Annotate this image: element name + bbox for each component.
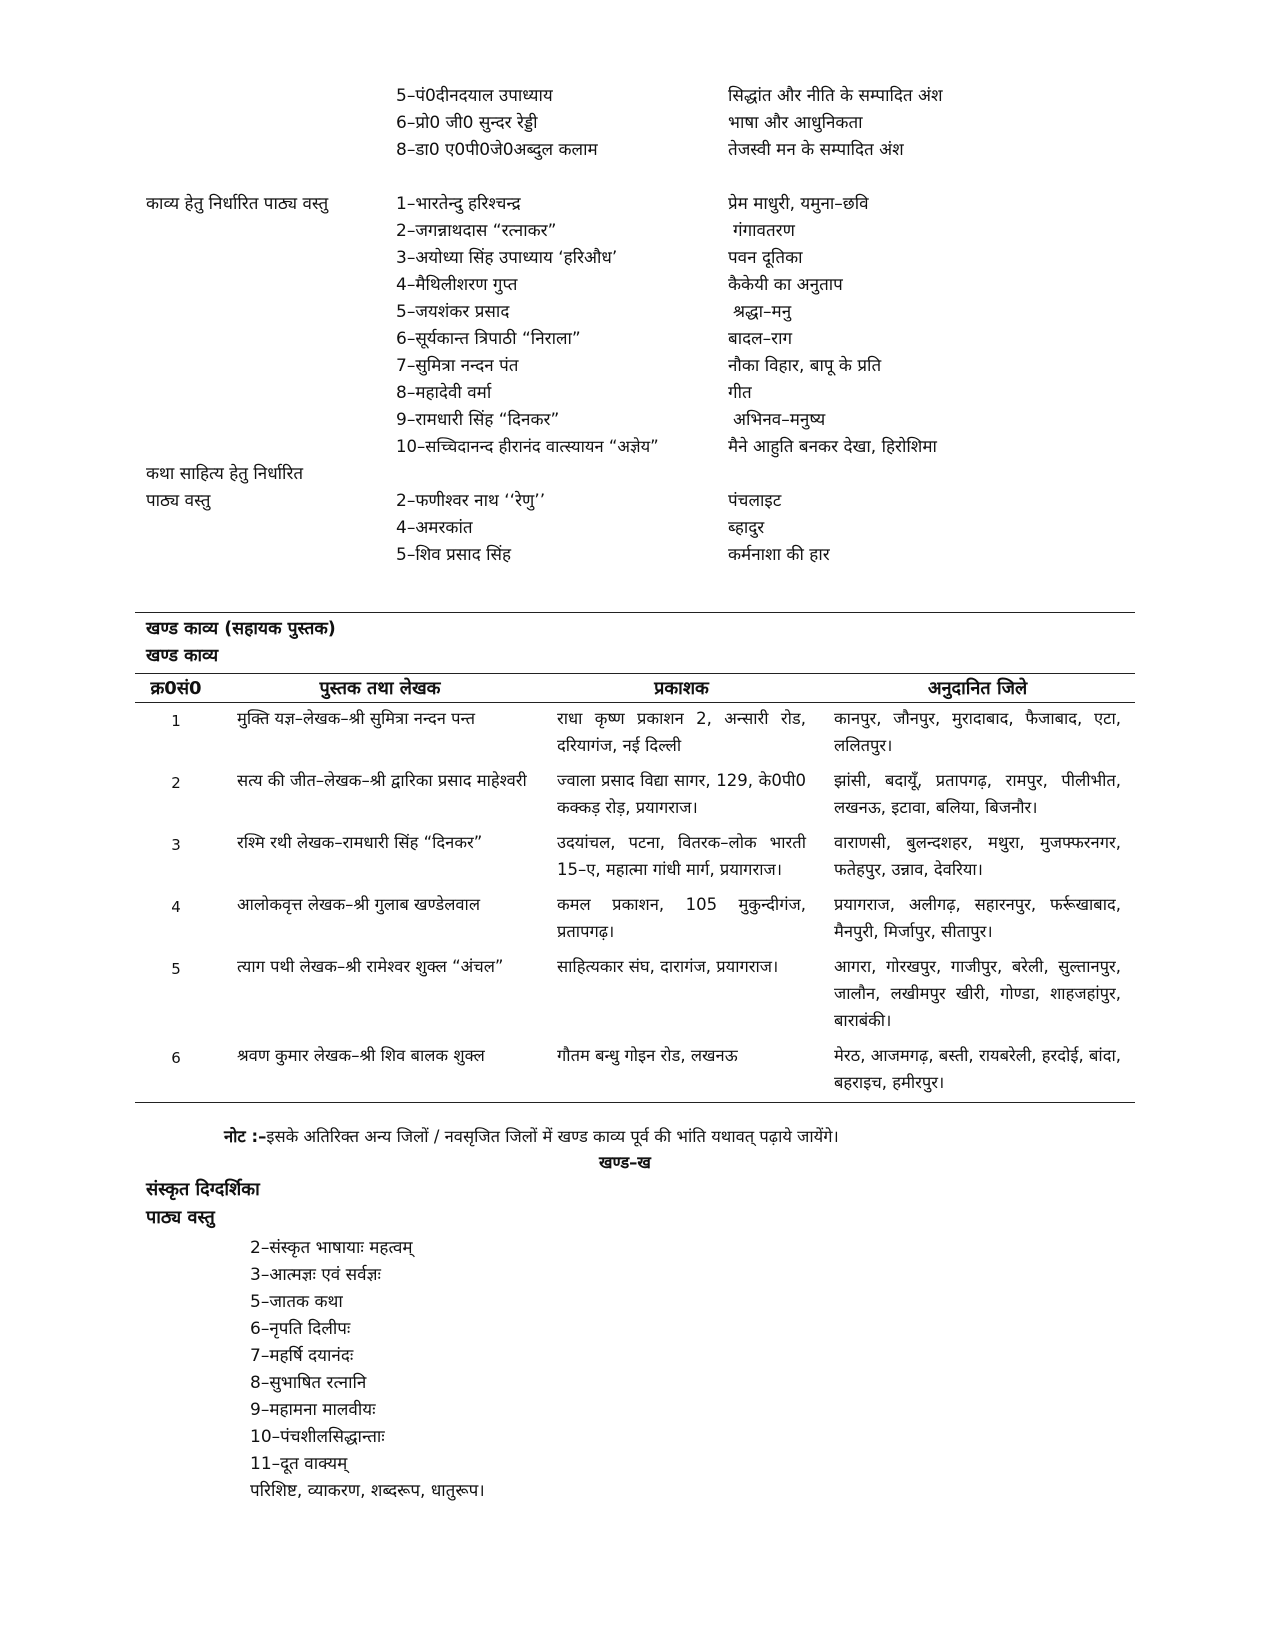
kavya-work: मैने आहुति बनकर देखा, हिरोशिमा: [728, 437, 937, 457]
column-header: क्र0सं0: [135, 674, 217, 703]
kavya-author: 10–सच्चिदानन्द हीरानंद वात्स्यायन “अज्ञेय”: [396, 437, 659, 456]
book-cell: मुक्ति यज्ञ–लेखक–श्री सुमित्रा नन्दन पन्त: [237, 709, 476, 728]
katha-author: 5–शिव प्रसाद सिंह: [396, 545, 512, 565]
kavya-author: 2–जगन्नाथदास “रत्नाकर”: [396, 221, 557, 241]
row-number: 2: [171, 774, 181, 792]
book-cell: त्याग पथी लेखक–श्री रामेश्वर शुक्ल “अंचल”: [237, 957, 504, 976]
table-row: [135, 765, 1135, 827]
kavya-heading: काव्य हेतु निर्धारित पाठ्य वस्तु: [146, 194, 329, 214]
table-row: [135, 951, 1135, 1040]
kavya-work: नौका विहार, बापू के प्रति: [728, 356, 882, 376]
book-cell: सत्य की जीत–लेखक–श्री द्वारिका प्रसाद माहेश्वरी: [237, 771, 527, 790]
table-row: [135, 889, 1135, 951]
katha-heading: पाठ्य वस्तु: [146, 491, 211, 511]
list-item: 11–दूत वाक्यम्: [250, 1454, 348, 1474]
katha-work: ब्हादुर: [728, 518, 765, 538]
katha-author: 4–अमरकांत: [396, 518, 473, 538]
kavya-author: 3–अयोध्या सिंह उपाध्याय ‘हरिऔध’: [396, 248, 618, 268]
kavya-work: श्रद्धा–मनु: [733, 302, 792, 322]
publisher-cell: उदयांचल, पटना, वितरक–लोक भारती 15–ए, महात्मा गांधी मार्ग, प्रयागराज।: [557, 833, 806, 879]
subject-heading: संस्कृत दिग्दर्शिका: [146, 1179, 260, 1200]
districts-cell: मेरठ, आजमगढ़, बस्ती, रायबरेली, हरदोई, बांदा, बहराइच, हमीरपुर।: [820, 1040, 1135, 1103]
table-header-row: [135, 674, 1135, 703]
gadya-work: सिद्धांत और नीति के सम्पादित अंश: [728, 86, 943, 106]
katha-author: 2–फणीश्वर नाथ ‘‘रेणु’’: [396, 491, 546, 511]
kavya-author: 7–सुमित्रा नन्दन पंत: [396, 356, 519, 376]
districts-cell: वाराणसी, बुलन्दशहर, मथुरा, मुजफ्फरनगर, फतेहपुर, उन्नाव, देवरिया।: [834, 833, 1121, 879]
row-number: 5: [171, 960, 181, 978]
kavya-work: अभिनव–मनुष्य: [733, 410, 826, 430]
book-cell: रश्मि रथी लेखक–रामधारी सिंह “दिनकर”: [237, 833, 483, 852]
row-number: 3: [171, 836, 181, 854]
list-item: 2–संस्कृत भाषायाः महत्वम्: [250, 1238, 413, 1258]
kavya-work: पवन दूतिका: [728, 248, 803, 268]
kavya-author: 6–सूर्यकान्त त्रिपाठी “निराला”: [396, 329, 581, 349]
note: [224, 1124, 839, 1147]
row-number: 4: [171, 898, 181, 916]
row-number: 1: [171, 712, 181, 730]
districts-cell: कानपुर, जौनपुर, मुरादाबाद, फैजाबाद, एटा, ललितपुर।: [834, 709, 1121, 755]
gadya-author: 8–डा0 ए0पी0जे0अब्दुल कलाम: [396, 140, 598, 160]
districts-cell: प्रयागराज, अलीगढ़, सहारनपुर, फर्रूखाबाद, मैनपुरी, मिर्जापुर, सीतापुर।: [834, 895, 1121, 941]
kavya-author: 1–भारतेन्दु हरिश्चन्द्र: [396, 194, 521, 214]
gadya-author: 6–प्रो0 जी0 सुन्दर रेड्डी: [396, 113, 538, 133]
list-item: 3–आत्मज्ञः एवं सर्वज्ञः: [250, 1265, 381, 1285]
publisher-cell: ज्वाला प्रसाद विद्या सागर, 129, के0पी0 कक्कड़ रोड़, प्रयागराज।: [557, 771, 806, 817]
gadya-work: भाषा और आधुनिकता: [728, 113, 863, 133]
kavya-work: कैकेयी का अनुताप: [728, 275, 843, 295]
publisher-cell: गौतम बन्धु गोइन रोड, लखनऊ: [543, 1040, 820, 1103]
khand-kavya-title: खण्ड काव्य (सहायक पुस्तक): [146, 619, 336, 639]
katha-heading: कथा साहित्य हेतु निर्धारित: [146, 464, 304, 484]
list-item: 6–नृपति दिलीपः: [250, 1319, 351, 1339]
kavya-author: 9–रामधारी सिंह “दिनकर”: [396, 410, 560, 430]
publisher-cell: साहित्यकार संघ, दारागंज, प्रयागराज।: [557, 957, 779, 976]
katha-work: पंचलाइट: [728, 491, 782, 511]
list-item: 7–महर्षि दयानंदः: [250, 1346, 354, 1366]
table-row: [135, 1040, 1135, 1103]
list-item: परिशिष्ट, व्याकरण, शब्दरूप, धातुरूप।: [250, 1481, 485, 1501]
kavya-work: बादल–राग: [728, 329, 793, 349]
khand-kavya-table: [135, 673, 1135, 1103]
katha-work: कर्मनाशा की हार: [728, 545, 830, 565]
section-title: खण्ड–ख: [599, 1153, 651, 1172]
note-label: नोट :–: [224, 1127, 267, 1146]
districts-cell: झांसी, बदायूँ, प्रतापगढ़, रामपुर, पीलीभीत, लखनऊ, इटावा, बलिया, बिजनौर।: [834, 771, 1121, 817]
publisher-cell: कमल प्रकाशन, 105 मुकुन्दीगंज, प्रतापगढ़।: [557, 895, 806, 941]
publisher-cell: राधा कृष्ण प्रकाशन 2, अन्सारी रोड, दरियागंज, नई दिल्ली: [557, 709, 806, 755]
districts-cell: आगरा, गोरखपुर, गाजीपुर, बरेली, सुल्तानपुर, जालौन, लखीमपुर खीरी, गोण्डा, शाहजहांपुर, बाराबंकी।: [834, 957, 1121, 1030]
book-cell: आलोकवृत्त लेखक–श्री गुलाब खण्डेलवाल: [237, 895, 481, 914]
kavya-author: 8–महादेवी वर्मा: [396, 383, 492, 403]
list-item: 9–महामना मालवीयः: [250, 1400, 376, 1420]
column-header: अनुदानित जिले: [820, 674, 1135, 703]
kavya-work: गीत: [728, 383, 752, 403]
list-item: 10–पंचशीलसिद्धान्ताः: [250, 1427, 385, 1447]
book-cell: श्रवण कुमार लेखक–श्री शिव बालक शुक्ल: [217, 1040, 543, 1103]
note-text: इसके अतिरिक्त अन्य जिलों / नवसृजित जिलों में खण्ड काव्य पूर्व की भांति यथावत् पढ़ाये जायेंगे।: [266, 1127, 839, 1146]
kavya-work: प्रेम माधुरी, यमुना–छवि: [728, 194, 869, 214]
list-item: 8–सुभाषित रत्नानि: [250, 1373, 367, 1393]
kavya-work: गंगावतरण: [733, 221, 795, 241]
gadya-work: तेजस्वी मन के सम्पादित अंश: [728, 140, 904, 160]
khand-kavya-subtitle: खण्ड काव्य: [146, 646, 219, 666]
column-header: पुस्तक तथा लेखक: [217, 674, 543, 703]
kavya-author: 4–मैथिलीशरण गुप्त: [396, 275, 518, 295]
list-item: 5–जातक कथा: [250, 1292, 343, 1312]
gadya-author: 5–पं0दीनदयाल उपाध्याय: [396, 86, 553, 106]
table-row: [135, 827, 1135, 889]
row-number: 6: [135, 1040, 217, 1103]
divider: [135, 612, 1135, 613]
table-row: [135, 703, 1135, 766]
kavya-author: 5–जयशंकर प्रसाद: [396, 302, 510, 322]
paathya-heading: पाठ्य वस्तु: [146, 1207, 215, 1228]
column-header: प्रकाशक: [543, 674, 820, 703]
